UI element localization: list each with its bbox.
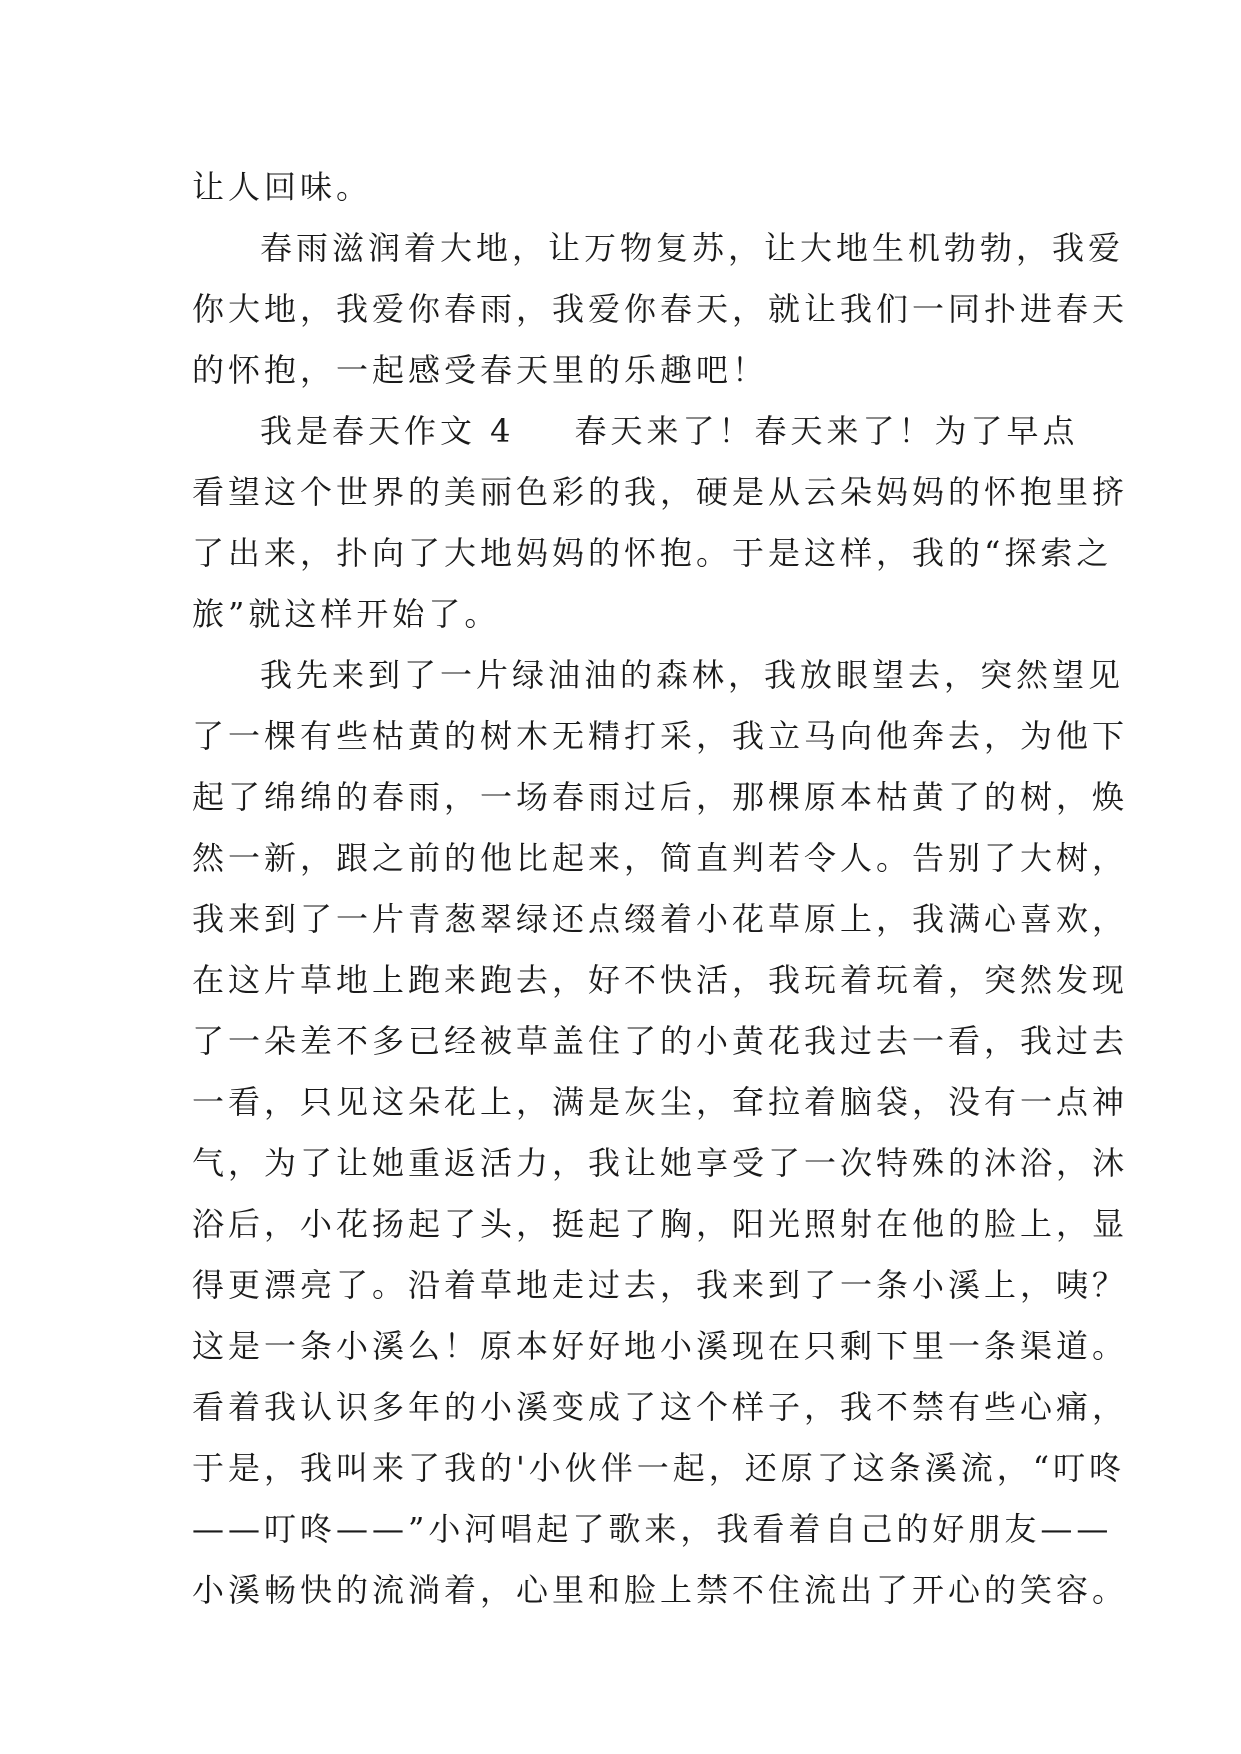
- essay-heading: 我是春天作文 4: [260, 412, 515, 450]
- text-line: 你大地，我爱你春雨，我爱你春天，就让我们一同扑进春天: [192, 290, 1129, 328]
- text-line: 然一新，跟之前的他比起来，简直判若令人。告别了大树，: [192, 839, 1129, 877]
- text-line: 我来到了一片青葱翠绿还点缀着小花草原上，我满心喜欢，: [192, 900, 1129, 938]
- text-line: 了一棵有些枯黄的树木无精打采，我立马向他奔去，为他下: [192, 717, 1129, 755]
- text-line: 春天来了！春天来了！为了早点: [574, 412, 1079, 450]
- text-line: 得更漂亮了。沿着草地走过去，我来到了一条小溪上，咦？: [192, 1266, 1129, 1304]
- text-line: 了一朵差不多已经被草盖住了的小黄花我过去一看，我过去: [192, 1022, 1129, 1060]
- text-line: 的怀抱，一起感受春天里的乐趣吧！: [192, 351, 769, 389]
- paragraph-first-line: [192, 401, 1079, 462]
- text-line: 小溪畅快的流淌着，心里和脸上禁不住流出了开心的笑容。: [192, 1571, 1129, 1609]
- text-line: 旅”就这样开始了。: [192, 595, 501, 633]
- text-line: 了出来，扑向了大地妈妈的怀抱。于是这样，我的“探索之: [192, 534, 1113, 572]
- text-line: 让人回味。: [192, 168, 373, 206]
- text-line: 在这片草地上跑来跑去，好不快活，我玩着玩着，突然发现: [192, 961, 1129, 999]
- text-line: 看望这个世界的美丽色彩的我，硬是从云朵妈妈的怀抱里挤: [192, 473, 1129, 511]
- text-line: 于是，我叫来了我的'小伙伴一起，还原了这条溪流，“叮咚: [192, 1449, 1126, 1487]
- text-line: 浴后，小花扬起了头，挺起了胸，阳光照射在他的脸上，显: [192, 1205, 1129, 1243]
- text-line: 看着我认识多年的小溪变成了这个样子，我不禁有些心痛，: [192, 1388, 1129, 1426]
- article-body: [192, 157, 1129, 1621]
- text-line: 起了绵绵的春雨，一场春雨过后，那棵原本枯黄了的树，焕: [192, 778, 1129, 816]
- paragraph-first-line: 春雨滋润着大地，让万物复苏，让大地生机勃勃，我爱: [260, 229, 1125, 267]
- text-line: 这是一条小溪么！原本好好地小溪现在只剩下里一条渠道。: [192, 1327, 1129, 1365]
- text-line: ——叮咚——”小河唱起了歌来，我看着自己的好朋友——: [192, 1510, 1113, 1548]
- paragraph-first-line: 我先来到了一片绿油油的森林，我放眼望去，突然望见: [260, 656, 1125, 694]
- text-line: 一看，只见这朵花上，满是灰尘，耷拉着脑袋，没有一点神: [192, 1083, 1129, 1121]
- text-line: 气，为了让她重返活力，我让她享受了一次特殊的沐浴，沐: [192, 1144, 1129, 1182]
